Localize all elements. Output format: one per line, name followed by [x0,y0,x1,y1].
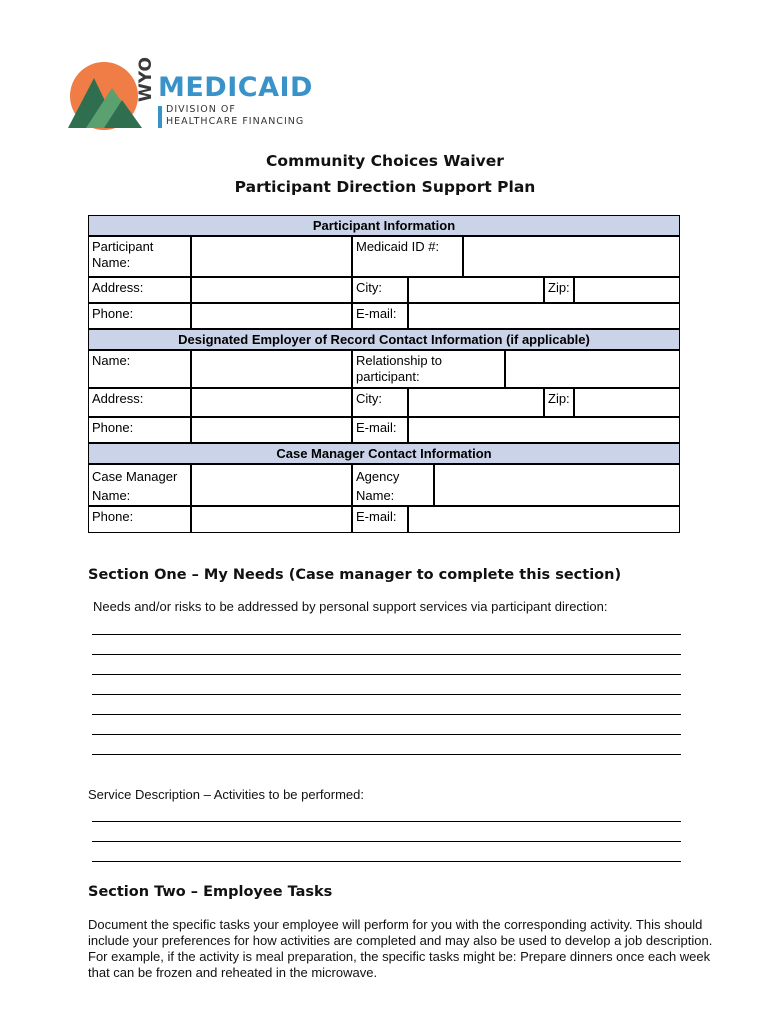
employer-name-field[interactable] [191,350,352,388]
logo-state: WYO [136,57,156,102]
logo-name: MEDICAID [158,72,313,103]
needs-line-3[interactable] [92,674,681,675]
needs-prompt: Needs and/or risks to be addressed by personal support services via participant direction: [93,599,608,614]
service-line-2[interactable] [92,841,681,842]
case-manager-name-label: Case Manager Name: [88,464,191,506]
document-subtitle: Participant Direction Support Plan [234,178,536,196]
logo-division-line2: HEALTHCARE FINANCING [166,116,305,127]
participant-email-field[interactable] [408,303,680,329]
needs-line-6[interactable] [92,734,681,735]
case-manager-email-field[interactable] [408,506,680,533]
employer-address-field[interactable] [191,388,352,417]
relationship-field[interactable] [505,350,680,388]
employer-name-label: Name: [88,350,191,388]
employer-info-header: Designated Employer of Record Contact Information (if applicable) [88,329,680,350]
needs-line-4[interactable] [92,694,681,695]
employer-phone-field[interactable] [191,417,352,443]
case-manager-email-label: E-mail: [352,506,408,533]
employer-address-label: Address: [88,388,191,417]
needs-line-2[interactable] [92,654,681,655]
logo-division-line1: DIVISION OF [166,104,236,115]
participant-name-field[interactable] [191,236,352,277]
case-manager-phone-label: Phone: [88,506,191,533]
service-line-3[interactable] [92,861,681,862]
participant-address-field[interactable] [191,277,352,303]
case-manager-header: Case Manager Contact Information [88,443,680,464]
medicaid-id-field[interactable] [463,236,680,277]
case-manager-phone-field[interactable] [191,506,352,533]
medicaid-logo [66,57,316,132]
participant-zip-field[interactable] [574,277,680,303]
employer-zip-field[interactable] [574,388,680,417]
medicaid-id-label: Medicaid ID #: [352,236,463,277]
employer-phone-label: Phone: [88,417,191,443]
participant-city-label: City: [352,277,408,303]
employer-city-label: City: [352,388,408,417]
section-two-title: Section Two – Employee Tasks [88,884,333,900]
employer-city-field[interactable] [408,388,544,417]
document-title: Community Choices Waiver [266,152,504,170]
relationship-label: Relationship to participant: [352,350,505,388]
logo-division [166,104,304,128]
section-one-title: Section One – My Needs (Case manager to complete this section) [88,567,622,583]
employer-zip-label: Zip: [544,388,574,417]
participant-address-label: Address: [88,277,191,303]
section-two-instructions: Document the specific tasks your employee will perform for you with the corresponding activity. This should include your preferences for how activities are completed and may also be used to develop a job description. For example, if the activity is meal preparation, the specific tasks might be: Prepare dinners once each week that can be frozen and reheated in the microwave. [88,917,713,980]
contact-form-table [88,215,680,533]
agency-name-label: Agency Name: [352,464,434,506]
logo-bar [158,106,162,128]
participant-phone-label: Phone: [88,303,191,329]
participant-info-header: Participant Information [88,215,680,236]
employer-email-label: E-mail: [352,417,408,443]
participant-name-label: Participant Name: [88,236,191,277]
participant-email-label: E-mail: [352,303,408,329]
agency-name-field[interactable] [434,464,680,506]
needs-line-7[interactable] [92,754,681,755]
participant-zip-label: Zip: [544,277,574,303]
participant-city-field[interactable] [408,277,544,303]
service-line-1[interactable] [92,821,681,822]
needs-line-5[interactable] [92,714,681,715]
needs-line-1[interactable] [92,634,681,635]
service-description-prompt: Service Description – Activities to be performed: [88,787,365,802]
participant-phone-field[interactable] [191,303,352,329]
employer-email-field[interactable] [408,417,680,443]
case-manager-name-field[interactable] [191,464,352,506]
